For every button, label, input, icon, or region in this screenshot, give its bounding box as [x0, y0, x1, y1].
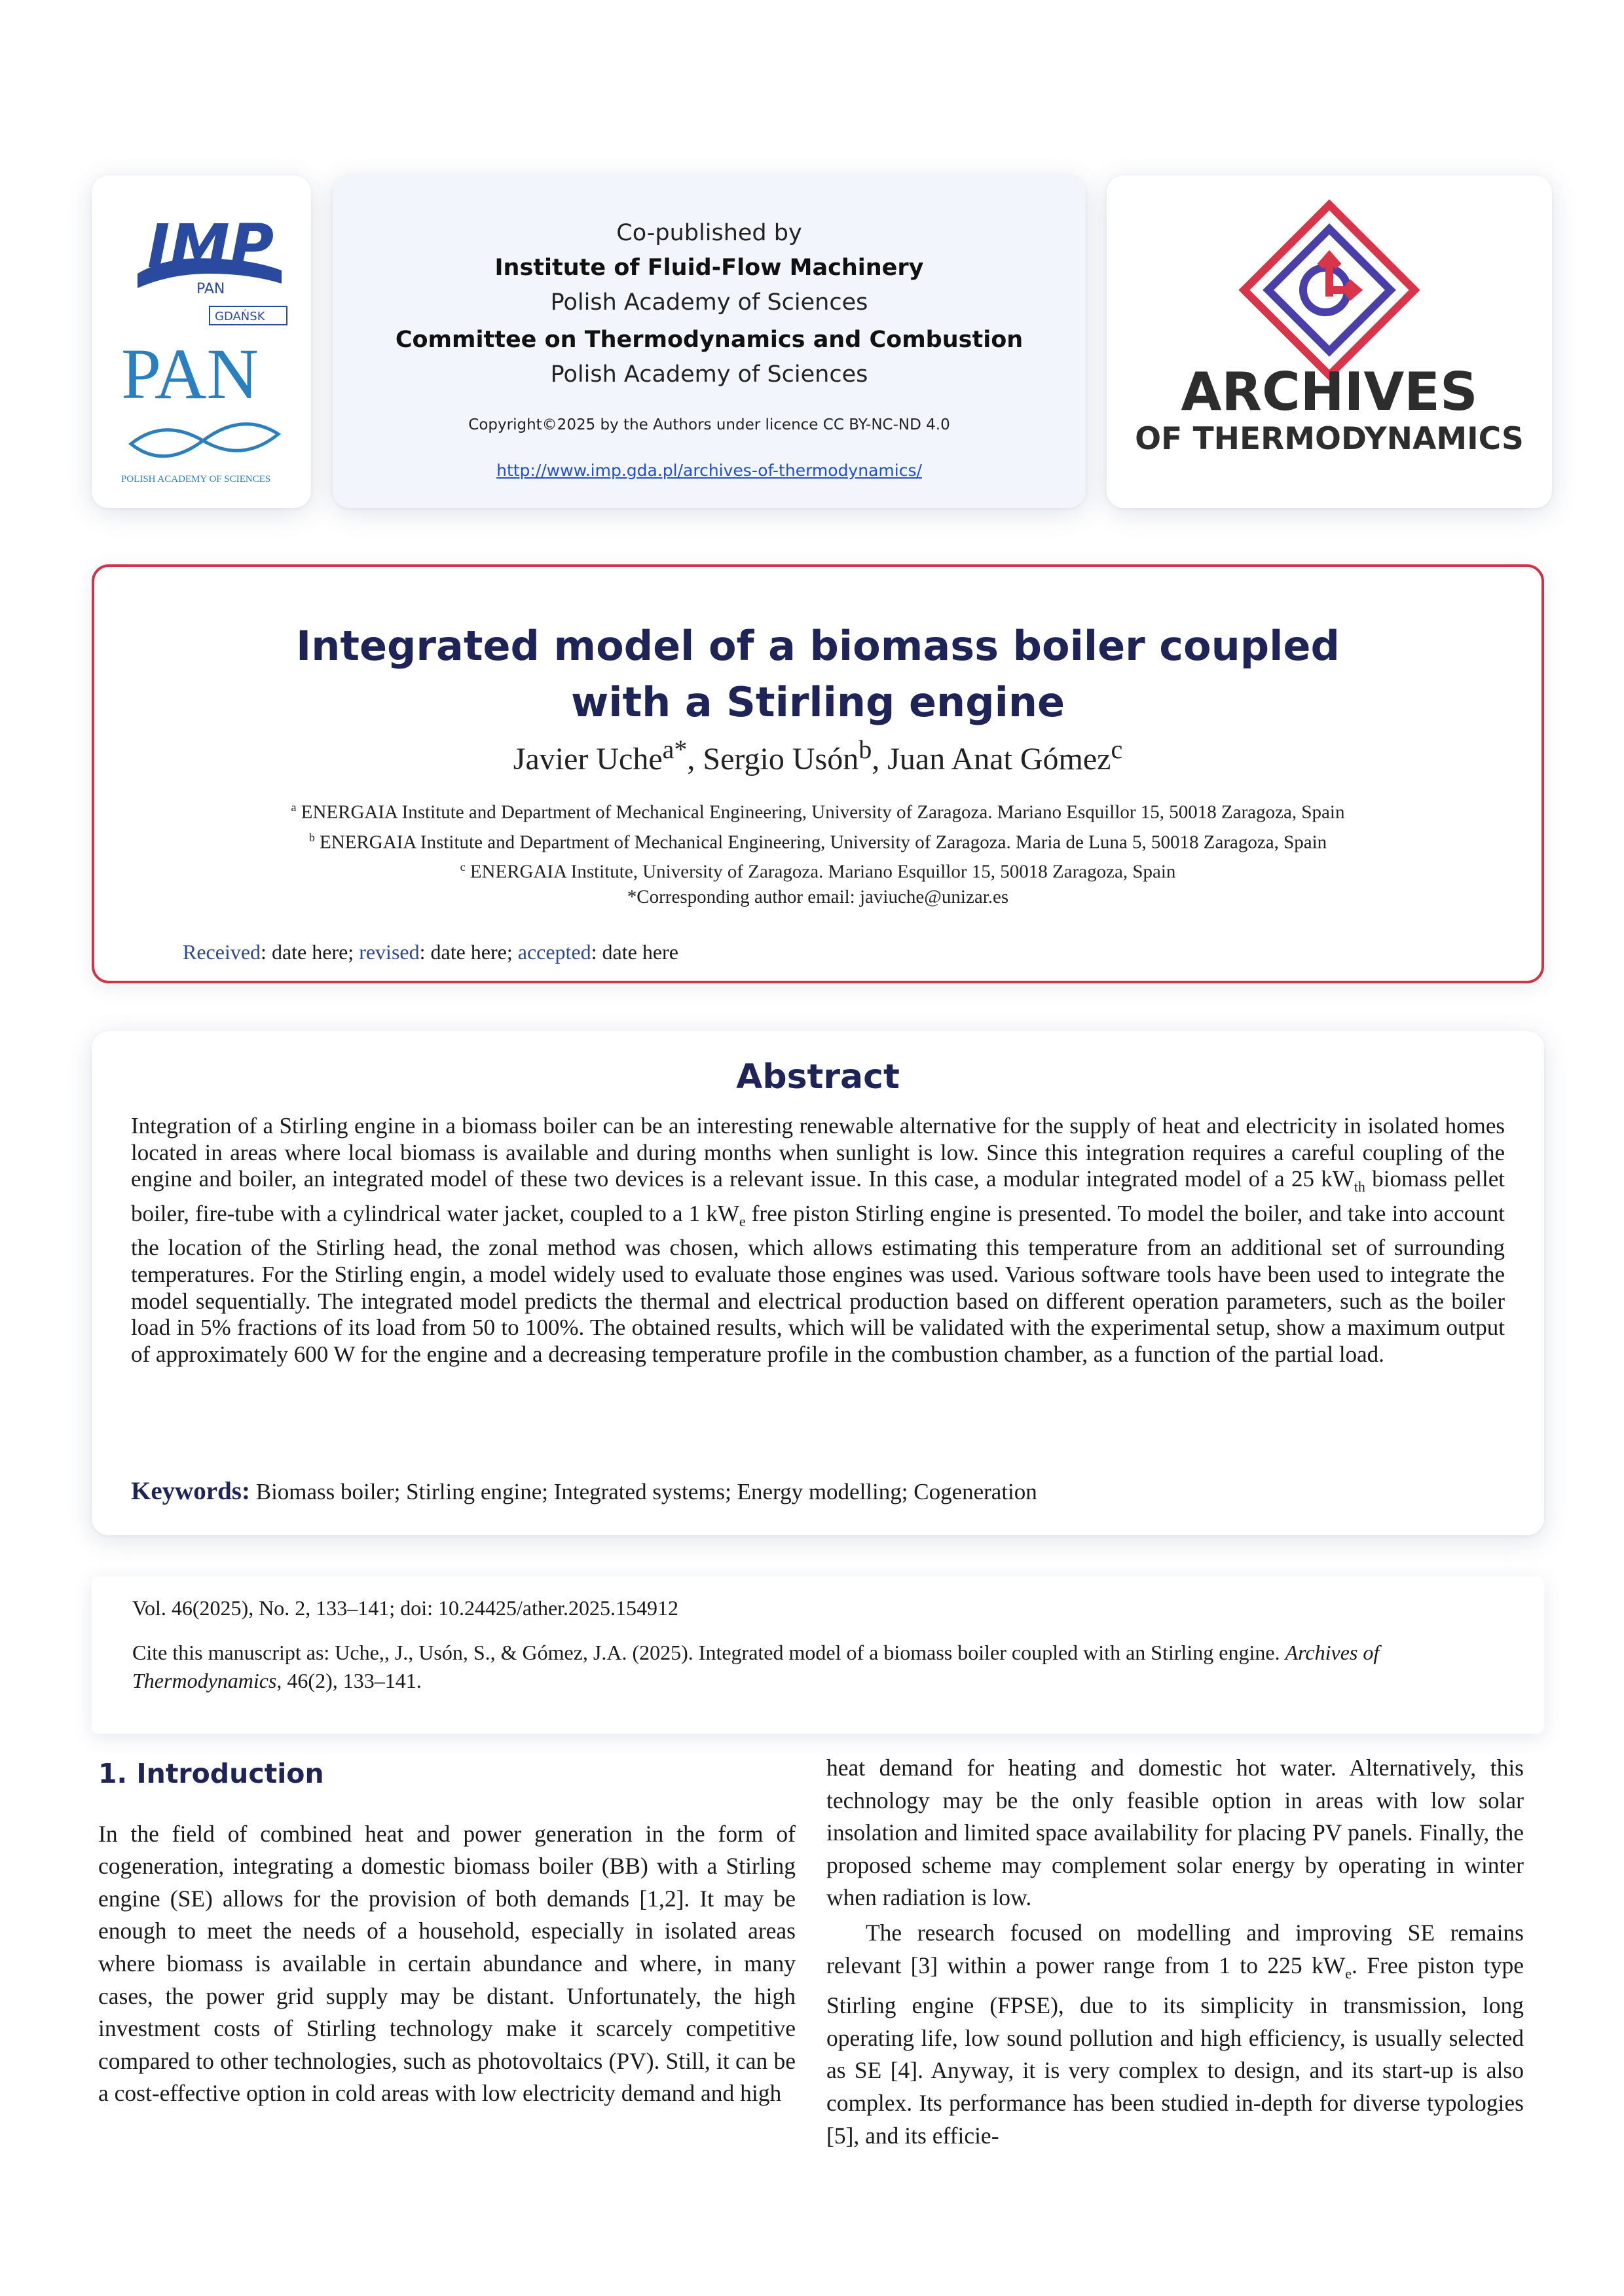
copublisher-card: [333, 175, 1086, 508]
abstract-text: Integration of a Stirling engine in a biomass boiler can be an interesting renewable alternative for the supply of heat and electricity in isolated homes located in areas where local biomass is available and during months when sunlight is low. Since this integration requires a careful coupling of the engine and boiler, an integrated model of these two devices is a relevant issue. In this case, a modular integrated model of a 25 $kW_{th}$ biomass pellet boiler, fire-tube with a cylindrical water jacket, coupled to a 1 $kW_e$ free piston Stirling engine is presented. To model the boiler, and take into account the location of the Stirling head, the zonal method was chosen, which allows estimating this temperature from an additional set of surrounding temperatures. For the Stirling engin, a model widely used to evaluate those engines was used. Various software tools have been used to integrate the model sequentially. The integrated model predicts the thermal and electrical production based on different operation parameters, such as the boiler load in 5% fractions of its load from 50 to 100%. The obtained results, which will be validated with the experimental setup, show a maximum output of approximately 600 W for the engine and a decreasing temperature profile in the combustion chamber, as a function of the partial load.: [131, 1113, 1505, 1367]
section-heading: 1. Introduction: [98, 1758, 324, 1789]
article-title: [94, 618, 1541, 731]
copub-org1: Institute of Fluid-Flow Machinery: [494, 255, 924, 281]
citation-card: [92, 1576, 1544, 1734]
volume-doi: Vol. 46(2025), No. 2, 133–141; doi: 10.24425/ather.2025.154912: [132, 1596, 679, 1620]
pan-logo-sub: POLISH ACADEMY OF SCIENCES: [121, 474, 271, 484]
corresponding-author: *Corresponding author email: javiuche@unizar.es: [627, 886, 1009, 907]
pan-logo-text: PAN: [121, 334, 259, 414]
imp-logo-sub: PAN: [196, 281, 225, 297]
title-line-2: with a Stirling engine: [570, 678, 1065, 726]
title-line-1: Integrated model of a biomass boiler coupled: [296, 622, 1340, 670]
keywords-label: Keywords:: [131, 1477, 250, 1505]
received-dates: Received: date here; revised: date here; accepted: date here: [183, 940, 678, 964]
body-column-right: [826, 1752, 1524, 2152]
author-list: Javier Uche$^{a*}$, Sergio Usón$^b$, Juan Anat Gómez$^c$: [513, 735, 1123, 776]
abstract-card: [92, 1031, 1544, 1535]
journal-url-link[interactable]: http://www.imp.gda.pl/archives-of-thermodynamics/: [496, 461, 922, 480]
imp-logo-text: IMP: [147, 211, 274, 282]
imp-logo-small: GDAŃSK: [215, 310, 265, 323]
abstract-heading: Abstract: [736, 1057, 900, 1097]
author-sup: b: [858, 735, 872, 764]
affiliation: $^a$ ENERGAIA Institute and Department of Mechanical Engineering, University of Zaragoza. Mariano Esquillor 15, 50018 Zaragoza, Spain: [291, 801, 1345, 823]
paragraph: heat demand for heating and domestic hot water. Alternatively, this technology may be the only feasible option in areas with low solar insolation and limited space availability for placing PV panels. Finally, the proposed scheme may complement solar energy by operating in winter when radiation is low.: [826, 1755, 1524, 1911]
paragraph: In the field of combined heat and power generation in the form of cogeneration, integrating a domestic biomass boiler (BB) with a Stirling engine (SE) allows for the provision of both demands [1,2]. It may be enough to meet the needs of a household, especially in isolated areas where biomass is available in certain abundance and where, in many cases, the power grid supply may be distant. Unfortunately, the high investment costs of Stirling technology make it scarcely competitive compared to other technologies, such as photovoltaics (PV). Still, it can be a cost-effective option in cold areas with low electricity demand and high: [98, 1820, 796, 2107]
copub-org2-sub: Polish Academy of Sciences: [550, 361, 868, 388]
author-name: Javier Uche: [513, 742, 663, 776]
journal-logo-line1: ARCHIVES: [1181, 361, 1478, 422]
imp-pan-logo-card: [92, 175, 311, 508]
archives-of-thermodynamics-logo: [1107, 175, 1552, 508]
keywords: [131, 1476, 1037, 1506]
imp-pan-logo: [92, 175, 311, 508]
copyright-notice: Copyright©2025 by the Authors under licence CC BY-NC-ND 4.0: [468, 416, 950, 433]
author-name: Juan Anat Gómez: [887, 742, 1111, 776]
author-name: Sergio Usón: [703, 742, 859, 776]
pan-logo: [121, 334, 278, 484]
affiliation: $^b$ ENERGAIA Institute and Department of Mechanical Engineering, University of Zaragoza. Maria de Luna 5, 50018 Zaragoza, Spain: [308, 830, 1327, 853]
body-column-left: [98, 1728, 796, 2110]
paragraph: The research focused on modelling and improving SE remains relevant [3] within a power range from 1 to 225 $kW_e$. Free piston type Stirling engine (FPSE), due to its simplicity in transmission, long operating life, low sound pollution and high efficiency, is usually selected as SE [4]. Anyway, it is very complex to design, and its start-up is also complex. Its performance has been studied in-depth for diverse typologies [5], and its efficie-: [826, 1919, 1524, 2149]
author-sup: c: [1111, 735, 1123, 764]
imp-logo: [138, 211, 287, 325]
copub-org1-sub: Polish Academy of Sciences: [550, 289, 868, 316]
copub-org2: Committee on Thermodynamics and Combustion: [395, 327, 1024, 353]
cite-as: Cite this manuscript as: Uche,, J., Usón, S., & Gómez, J.A. (2025). Integrated model of a biomass boiler coupled with an Stirling engine. Archives of Thermodynamics, 46(2), 133–141.: [132, 1641, 1380, 1692]
affiliations: [94, 795, 1541, 909]
title-card: [92, 564, 1544, 983]
journal-logo-card: [1107, 175, 1552, 508]
affiliation: $^c$ ENERGAIA Institute, University of Zaragoza. Mariano Esquillor 15, 50018 Zaragoza, Spain: [460, 860, 1176, 883]
keywords-list: Biomass boiler; Stirling engine; Integrated systems; Energy modelling; Cogeneration: [255, 1479, 1037, 1504]
copub-line: Co-published by: [616, 220, 802, 246]
journal-logo-line2: OF THERMODYNAMICS: [1135, 421, 1524, 457]
author-sup: a*: [662, 735, 688, 764]
